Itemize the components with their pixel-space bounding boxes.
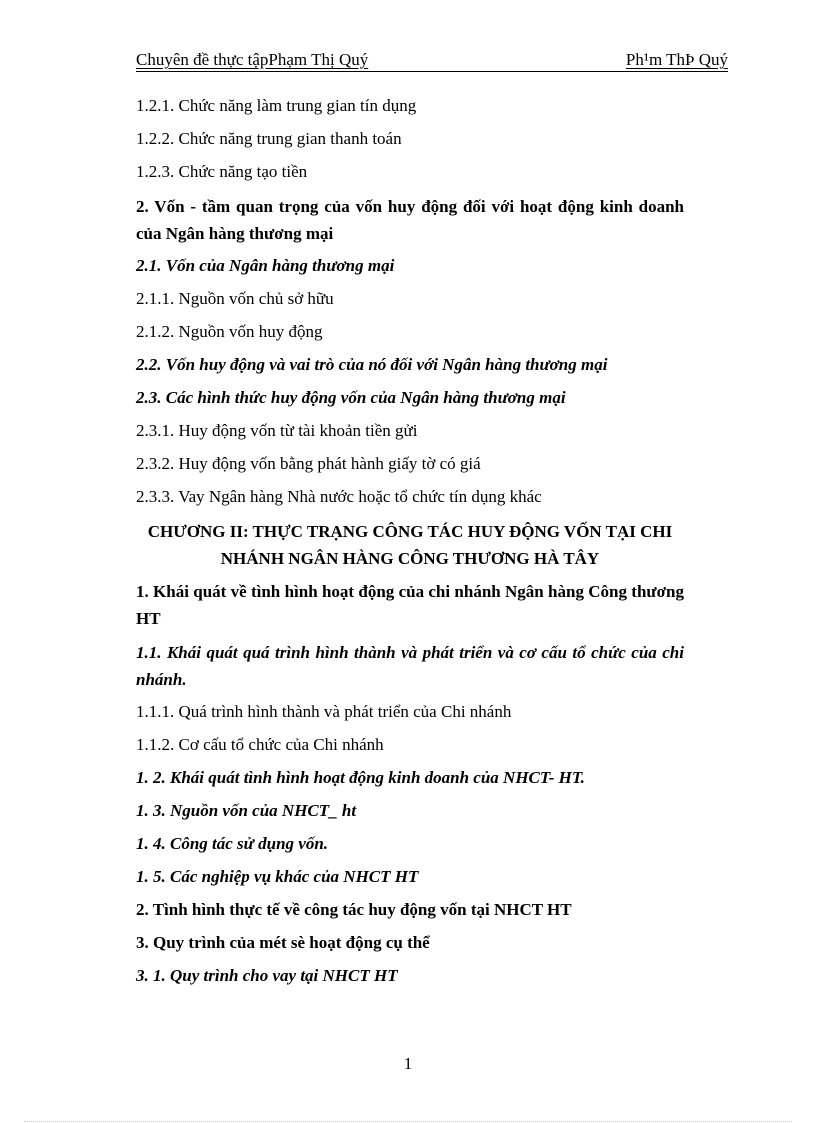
header-rule: [136, 71, 728, 72]
toc-entry-ch2-1-5: 1. 5. Các nghiệp vụ khác của NHCT HT: [136, 867, 419, 886]
toc-entry-1-2-3: 1.2.3. Chức năng tạo tiền: [136, 162, 308, 181]
toc-entry-ch2-1-1-1: 1.1.1. Quá trình hình thành và phát triển của Chi nhánh: [136, 702, 512, 721]
toc-entry-ch2-1: 1. Khái quát về tình hình hoạt động của chi nhánh Ngân hàng Công thương HT: [136, 582, 684, 628]
page-bottom-divider: [24, 1121, 792, 1122]
header-right-text: Ph¹m ThÞ Quý: [625, 50, 728, 69]
toc-entry-2-2: 2.2. Vốn huy động và vai trò của nó đối với Ngân hàng thương mại: [136, 355, 608, 374]
toc-entry-1-2-1: 1.2.1. Chức năng làm trung gian tín dụng: [136, 96, 417, 115]
toc-entry-2-3-1: 2.3.1. Huy động vốn từ tài khoản tiền gửi: [136, 421, 418, 440]
page-header: [136, 50, 728, 72]
header-left-text: Chuyên đề thực tậpPhạm Thị Quý: [136, 50, 369, 69]
toc-entry-2-1-2: 2.1.2. Nguồn vốn huy động: [136, 322, 323, 341]
page-number: 1: [403, 1054, 413, 1073]
toc-entry-ch2-1-1: 1.1. Khái quát quá trình hình thành và phát triển và cơ cấu tổ chức của chi nhánh.: [136, 643, 684, 689]
toc-entry-2-1: 2.1. Vốn của Ngân hàng thương mại: [136, 256, 395, 275]
toc-entry-ch2-2: 2. Tình hình thực tế về công tác huy động vốn tại NHCT HT: [136, 900, 572, 919]
chapter-heading: CHƯƠNG II: THỰC TRẠNG CÔNG TÁC HUY ĐỘNG VỐN TẠI CHI NHÁNH NGÂN HÀNG CÔNG THƯƠNG HÀ TÂY: [147, 522, 673, 568]
toc-entry-ch2-3: 3. Quy trình của mét sè hoạt động cụ thể: [136, 933, 430, 952]
toc-entry-ch2-1-2: 1. 2. Khái quát tình hình hoạt động kinh doanh của NHCT- HT.: [136, 768, 585, 787]
toc-entry-2-1-1: 2.1.1. Nguồn vốn chủ sở hữu: [136, 289, 334, 308]
toc-entry-2-3-2: 2.3.2. Huy động vốn bằng phát hành giấy tờ có giá: [136, 454, 481, 473]
toc-entry-2-3: 2.3. Các hình thức huy động vốn của Ngân hàng thương mại: [136, 388, 566, 407]
toc-entry-ch2-1-3: 1. 3. Nguồn vốn của NHCT_ ht: [136, 801, 357, 820]
toc-entry-2-3-3: 2.3.3. Vay Ngân hàng Nhà nước hoặc tổ chức tín dụng khác: [136, 487, 542, 506]
toc-entry-ch2-3-1: 3. 1. Quy trình cho vay tại NHCT HT: [136, 966, 398, 985]
toc-entry-ch2-1-1-2: 1.1.2. Cơ cấu tổ chức của Chi nhánh: [136, 735, 384, 754]
toc-entry-2: 2. Vốn - tầm quan trọng của vốn huy động đối với hoạt động kinh doanh của Ngân hàng thương mại: [136, 197, 684, 243]
toc-entry-ch2-1-4: 1. 4. Công tác sử dụng vốn.: [136, 834, 329, 853]
table-of-contents: [136, 94, 684, 997]
toc-entry-1-2-2: 1.2.2. Chức năng trung gian thanh toán: [136, 129, 402, 148]
